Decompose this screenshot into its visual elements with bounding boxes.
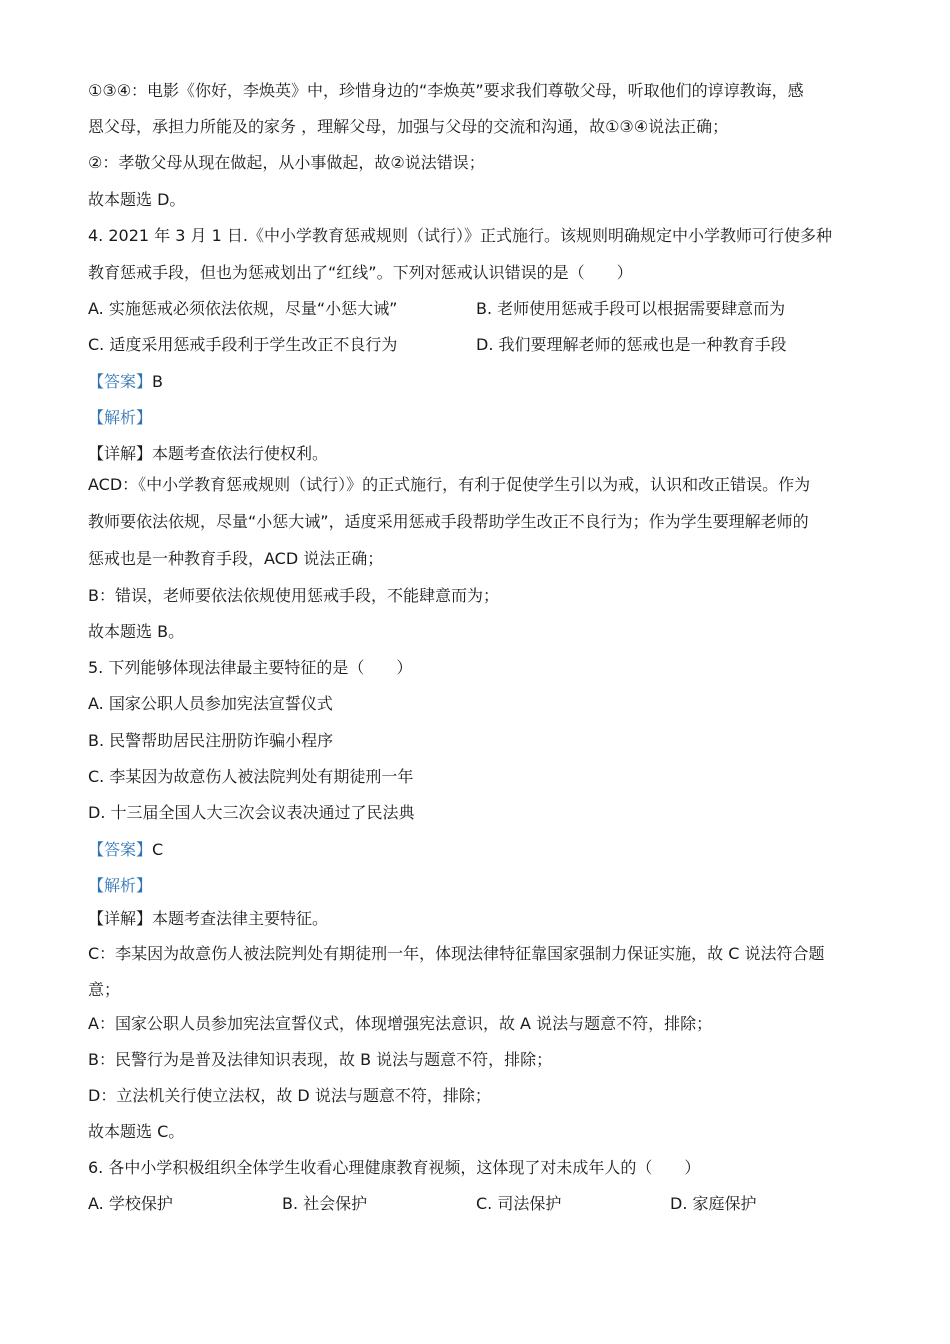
- q4-explanation-line-4: B：错误，老师要依法依规使用惩戒手段，不能肆意而为；: [88, 586, 499, 605]
- q5-explanation-line-1: C：李某因为故意伤人被法院判处有期徒刑一年，体现法律特征靠国家强制力保证实施，故 C 说法符合题: [88, 944, 825, 963]
- q5-conclusion: 故本题选 C。: [88, 1122, 185, 1141]
- q4-option-d: D. 我们要理解老师的惩戒也是一种教育手段: [476, 335, 787, 354]
- q4-explanation-line-2: 教师要依法依规，尽量“小惩大诫”，适度采用惩戒手段帮助学生改正不良行为；作为学生要理解老师的: [88, 512, 809, 531]
- q4-option-b: B. 老师使用惩戒手段可以根据需要肆意而为: [476, 299, 786, 318]
- q4-option-c: C. 适度采用惩戒手段利于学生改正不良行为: [88, 335, 398, 354]
- q4-answer-value: B: [152, 372, 163, 391]
- q5-answer: [88, 839, 163, 861]
- q4-stem-line-2: 教育惩戒手段，但也为惩戒划出了“红线”。下列对惩戒认识错误的是（ ）: [88, 263, 633, 282]
- q3-explanation-line-1: ①③④：电影《你好，李焕英》中，珍惜身边的“李焕英”要求我们尊敬父母，听取他们的谆谆教诲，感: [88, 81, 804, 100]
- q6-option-a: A. 学校保护: [88, 1194, 173, 1213]
- q5-option-c: C. 李某因为故意伤人被法院判处有期徒刑一年: [88, 767, 414, 786]
- q3-conclusion: 故本题选 D。: [88, 190, 186, 209]
- q4-answer: [88, 371, 163, 393]
- q5-explanation-line-4: B：民警行为是普及法律知识表现，故 B 说法与题意不符，排除；: [88, 1050, 553, 1069]
- q3-explanation-line-3: ②：孝敬父母从现在做起，从小事做起，故②说法错误；: [88, 153, 485, 172]
- q4-option-a: A. 实施惩戒必须依法依规，尽量“小惩大诫”: [88, 299, 398, 318]
- q5-explanation-line-3: A：国家公职人员参加宪法宣誓仪式，体现增强宪法意识，故 A 说法与题意不符，排除；: [88, 1014, 713, 1033]
- q4-answer-tag: 【答案】: [88, 372, 153, 391]
- q5-answer-value: C: [152, 840, 164, 859]
- q6-option-c: C. 司法保护: [476, 1194, 562, 1213]
- q4-stem-line-1: 4. 2021 年 3 月 1 日.《中小学教育惩戒规则（试行）》正式施行。该规则明确规定中小学教师可行使多种: [88, 226, 832, 245]
- q4-conclusion: 故本题选 B。: [88, 622, 185, 641]
- q4-explanation-line-3: 惩戒也是一种教育手段，ACD 说法正确；: [88, 549, 384, 568]
- q6-option-b: B. 社会保护: [282, 1194, 368, 1213]
- q6-option-d: D. 家庭保护: [670, 1194, 757, 1213]
- q5-explanation-line-5: D：立法机关行使立法权，故 D 说法与题意不符，排除；: [88, 1086, 491, 1105]
- q6-stem: 6. 各中小学积极组织全体学生收看心理健康教育视频，这体现了对未成年人的（ ）: [88, 1158, 701, 1177]
- q5-analysis-tag: 【解析】: [88, 876, 153, 895]
- q4-detail: 【详解】本题考查依法行使权利。: [88, 444, 329, 463]
- q5-answer-tag: 【答案】: [88, 840, 153, 859]
- q4-analysis-tag: 【解析】: [88, 408, 153, 427]
- q4-explanation-line-1: ACD：《中小学教育惩戒规则（试行）》的正式施行，有利于促使学生引以为戒，认识和改正错误。作为: [88, 475, 811, 494]
- q5-stem: 5. 下列能够体现法律最主要特征的是（ ）: [88, 658, 413, 677]
- q5-option-d: D. 十三届全国人大三次会议表决通过了民法典: [88, 803, 415, 822]
- q3-explanation-line-2: 恩父母，承担力所能及的家务 ，理解父母，加强与父母的交流和沟通，故①③④说法正确；: [88, 117, 729, 136]
- q5-detail: 【详解】本题考查法律主要特征。: [88, 909, 329, 928]
- q5-explanation-line-2: 意；: [88, 980, 121, 999]
- q5-option-a: A. 国家公职人员参加宪法宣誓仪式: [88, 694, 333, 713]
- q5-option-b: B. 民警帮助居民注册防诈骗小程序: [88, 731, 334, 750]
